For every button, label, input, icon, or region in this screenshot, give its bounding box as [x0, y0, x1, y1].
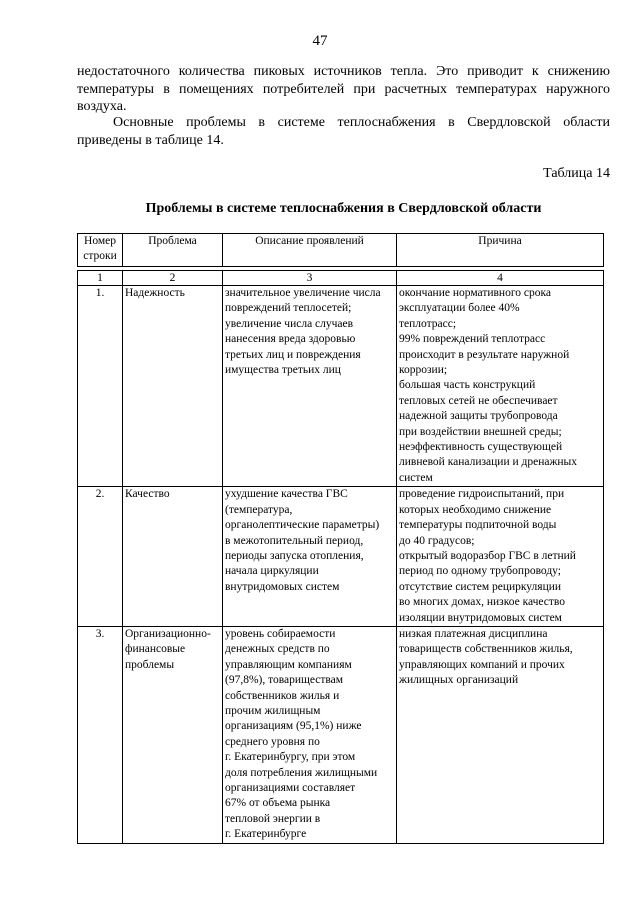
- cell-line: надежной защиты трубопровода: [399, 410, 558, 423]
- cell-line: увеличение числа случаев: [225, 317, 354, 330]
- cell-line: происходит в результате наружной: [399, 348, 570, 361]
- cell-line: товариществ собственников жилья,: [399, 643, 573, 656]
- column-number-row: [78, 271, 604, 286]
- cell-line: организациям (95,1%) ниже: [225, 720, 362, 733]
- cell-line: третьих лиц и повреждения: [225, 348, 361, 361]
- row-problem: [123, 487, 223, 627]
- cell-line: теплотрасс;: [399, 317, 457, 330]
- cell-line: управляющим компаниям: [225, 658, 352, 671]
- row-cause: [397, 286, 604, 487]
- cell-line: до 40 градусов;: [399, 534, 475, 547]
- column-number: 3: [223, 271, 397, 286]
- row-number: 2.: [78, 487, 123, 627]
- header-cause: Причина: [397, 234, 604, 267]
- cell-line: Организационно-: [125, 627, 211, 640]
- column-number: 1: [78, 271, 123, 286]
- cell-line: среднего уровня по: [225, 735, 320, 748]
- cell-line: неэффективность существующей: [399, 441, 563, 454]
- row-description: [223, 626, 397, 843]
- cell-line: повреждений теплосетей;: [225, 302, 352, 315]
- cell-line: г. Екатеринбургу, при этом: [225, 751, 356, 764]
- row-number: 1.: [78, 286, 123, 487]
- cell-line: собственников жилья и: [225, 689, 340, 702]
- cell-line: открытый водоразбор ГВС в летний: [399, 549, 576, 562]
- table-header-row: [78, 234, 604, 267]
- cell-line: большая часть конструкций: [399, 379, 536, 392]
- table-row: [78, 286, 604, 487]
- cell-line: изоляции внутридомовых систем: [399, 611, 562, 624]
- page-number: 47: [312, 33, 328, 49]
- cell-line: Надежность: [125, 287, 185, 299]
- header-description: Описание проявлений: [223, 234, 397, 267]
- table-row: [78, 487, 604, 627]
- cell-line: во многих домах, низкое качество: [399, 596, 566, 609]
- cell-line: финансовые: [125, 643, 186, 656]
- row-problem: [123, 286, 223, 487]
- cell-line: низкая платежная дисциплина: [399, 627, 548, 640]
- row-cause: [397, 487, 604, 627]
- cell-line: жилищных организаций: [399, 674, 519, 687]
- cell-line: периоды запуска отопления,: [225, 549, 364, 562]
- cell-line: тепловых сетей не обеспечивает: [399, 394, 558, 407]
- column-number: 2: [123, 271, 223, 286]
- cell-line: отсутствие систем рециркуляции: [399, 580, 562, 593]
- table-label: Таблица 14: [543, 166, 610, 181]
- cell-line: органолептические параметры): [225, 519, 380, 532]
- cell-line: которых необходимо снижение: [399, 503, 552, 516]
- cell-line: проведение гидроиспытаний, при: [399, 488, 565, 501]
- cell-line: доля потребления жилищными: [225, 766, 378, 779]
- cell-line: прочим жилищным: [225, 704, 321, 717]
- cell-line: в межотопительный период,: [225, 534, 364, 547]
- cell-line: эксплуатации более 40%: [399, 302, 520, 315]
- cell-line: имущества третьих лиц: [225, 364, 341, 377]
- header-num: Номер строки: [78, 234, 123, 267]
- cell-line: ухудшение качества ГВС: [225, 488, 348, 501]
- row-cause: [397, 626, 604, 843]
- header-problem: Проблема: [123, 234, 223, 267]
- cell-line: начала циркуляции: [225, 565, 319, 578]
- paragraph-2: Основные проблемы в системе теплоснабжения в Свердловской области приведены в таблице 14.: [77, 115, 610, 148]
- cell-line: внутридомовых систем: [225, 580, 340, 593]
- cell-line: организациями составляет: [225, 782, 356, 794]
- cell-line: проблемы: [125, 658, 175, 671]
- cell-line: ливневой канализации и дренажных: [399, 456, 578, 469]
- cell-line: управляющих компаний и прочих: [399, 658, 565, 671]
- cell-line: период по одному трубопроводу;: [399, 565, 561, 578]
- row-number: 3.: [78, 626, 123, 843]
- cell-line: нанесения вреда здоровью: [225, 333, 356, 346]
- cell-line: окончание нормативного срока: [399, 287, 552, 299]
- cell-line: г. Екатеринбурге: [225, 828, 307, 841]
- column-number: 4: [397, 271, 604, 286]
- cell-line: 67% от объема рынка: [225, 797, 331, 810]
- table-title: Проблемы в системе теплоснабжения в Свердловской области: [145, 201, 542, 216]
- cell-line: систем: [399, 471, 433, 484]
- cell-line: Качество: [125, 488, 170, 501]
- cell-line: тепловой энергии в: [225, 812, 321, 825]
- cell-line: 99% повреждений теплотрасс: [399, 333, 546, 346]
- paragraph-1: недостаточного количества пиковых источников тепла. Это приводит к снижению температуры в помещениях потребителей при расчетных температурах наружного воздуха.: [77, 64, 610, 114]
- cell-line: уровень собираемости: [225, 627, 336, 640]
- table-row: [78, 626, 604, 843]
- cell-line: температуры подпиточной воды: [399, 519, 557, 532]
- row-description: [223, 286, 397, 487]
- cell-line: коррозии;: [399, 364, 448, 377]
- row-problem: [123, 626, 223, 843]
- cell-line: денежных средств по: [225, 643, 330, 656]
- cell-line: (97,8%), товариществам: [225, 674, 344, 687]
- cell-line: (температура,: [225, 503, 293, 516]
- cell-line: при воздействии внешней среды;: [399, 425, 562, 438]
- cell-line: значительное увеличение числа: [225, 287, 381, 299]
- problems-table: [77, 233, 604, 844]
- row-description: [223, 487, 397, 627]
